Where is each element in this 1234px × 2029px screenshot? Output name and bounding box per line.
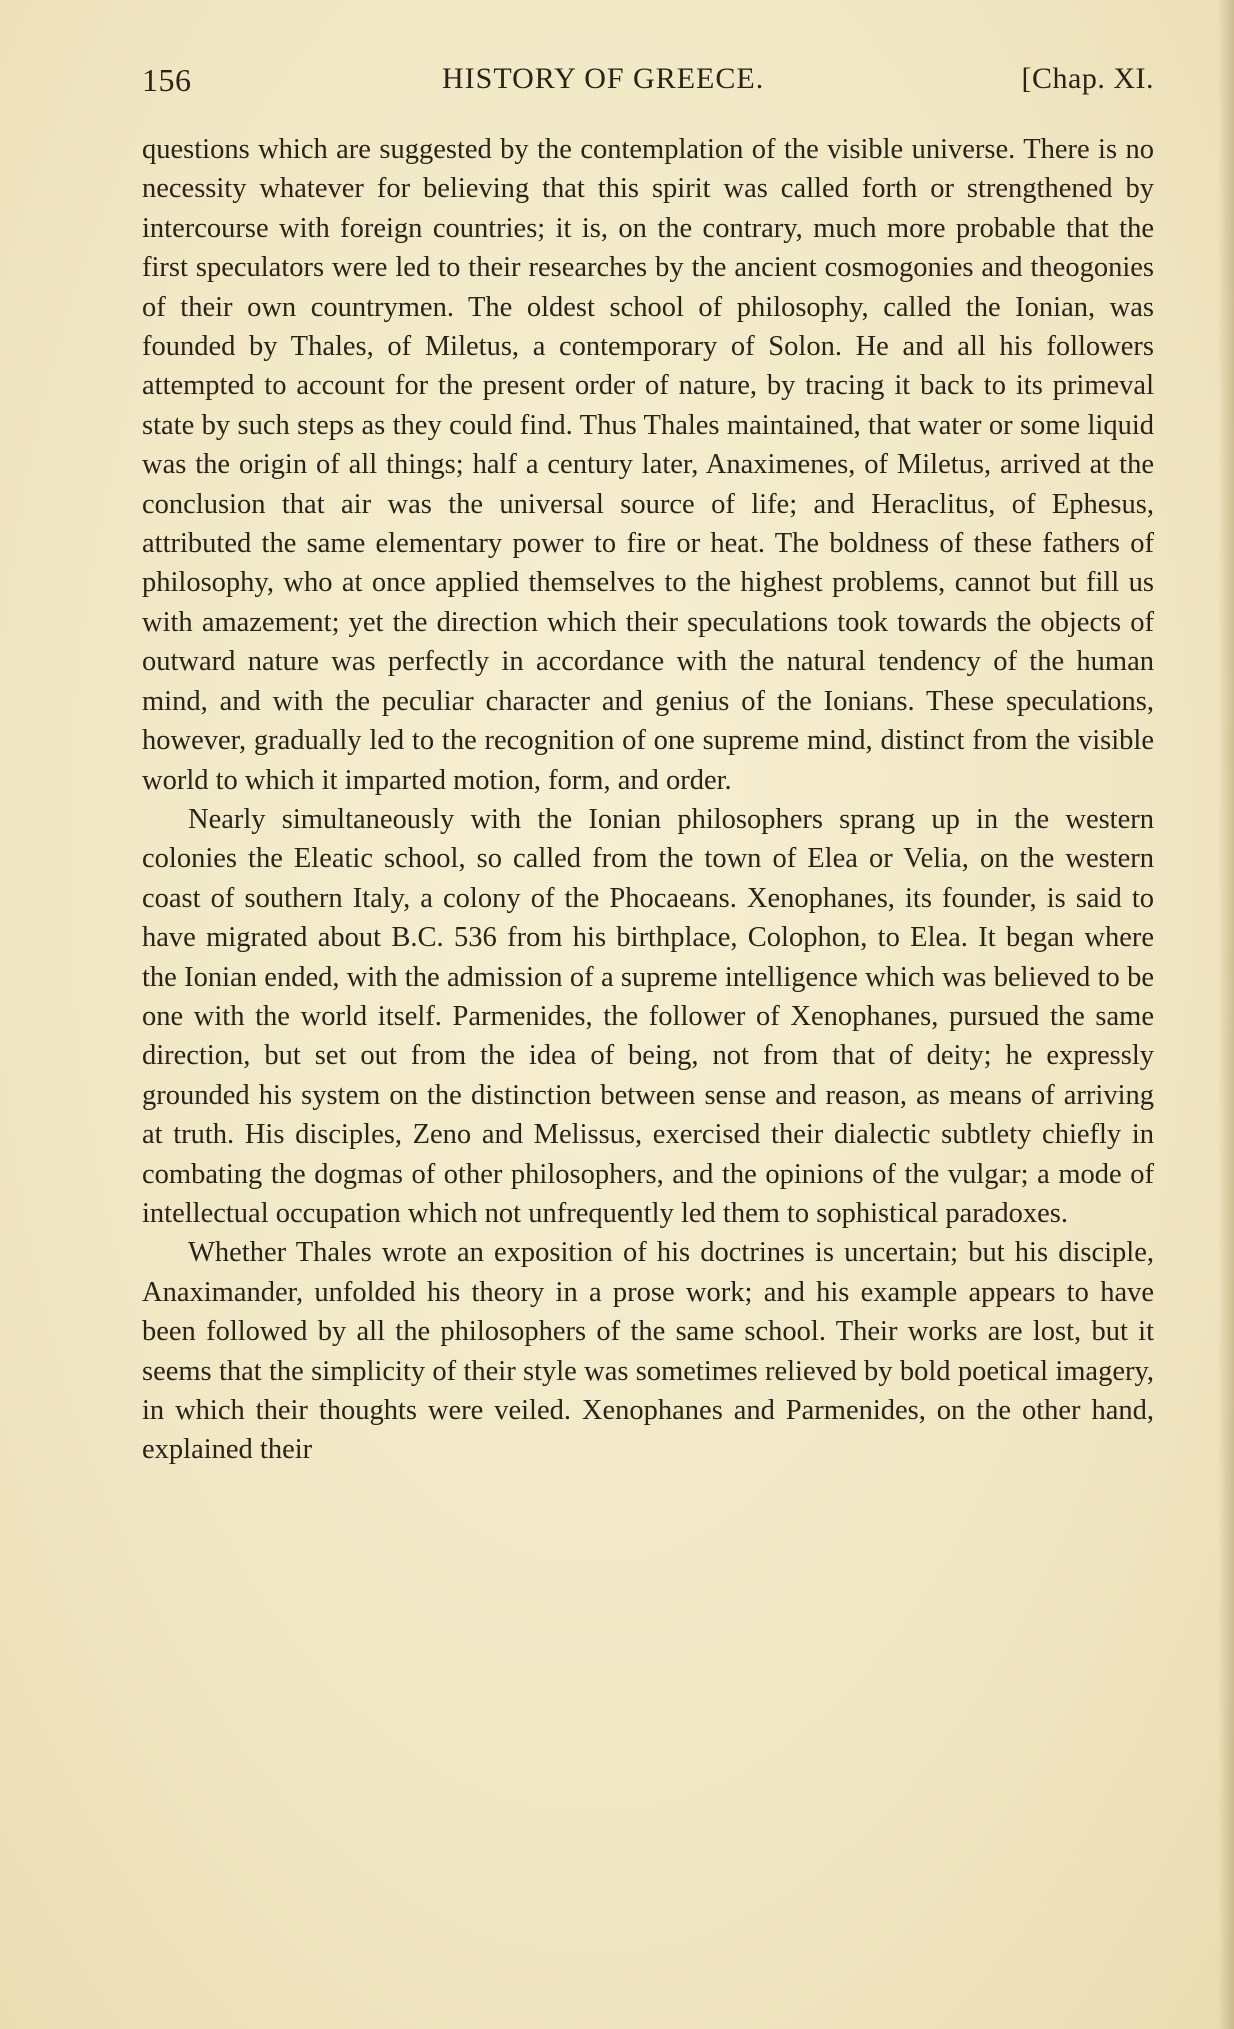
- running-title: HISTORY OF GREECE.: [442, 62, 765, 95]
- page-number: 156: [142, 62, 192, 98]
- paragraph-thales-writings: Whether Thales wrote an exposition of his doctrines is uncertain; but his disciple, Anaximander, unfolded his theory in a prose work; and his example appears to have been followed by all the philosophers of the same school. Their works are lost, but it seems that the simplicity of their style was sometimes relieved by bold poetical imagery, in which their thoughts were veiled. Xenophanes and Parmenides, on the other hand, explained their: [142, 1237, 1154, 1466]
- page-edge-shadow: [1218, 0, 1234, 2029]
- chapter-label: [Chap. XI.: [1021, 62, 1154, 95]
- paragraph-eleatic-school: Nearly simultaneously with the Ionian philosophers sprang up in the western colonies the Eleatic school, so called from the town of Elea or Velia, on the western coast of southern Italy, a colony of the Phocaeans. Xenophanes, its founder, is said to have migrated about B.C. 536 from his birthplace, Colophon, to Elea. It began where the Ionian ended, with the admission of a supreme intelligence which was believed to be one with the world itself. Parmenides, the follower of Xenophanes, pursued the same direction, but set out from the idea of being, not from that of deity; he expressly grounded his system on the distinction between sense and reason, as means of arriving at truth. His disciples, Zeno and Melissus, exercised their dialectic subtlety chiefly in combating the dogmas of other philosophers, and the opinions of the vulgar; a mode of intellectual occupation which not unfrequently led them to sophistical paradoxes.: [142, 803, 1154, 1229]
- page-header: [142, 62, 1154, 108]
- paragraph-continued: questions which are suggested by the contemplation of the visible universe. There is no necessity whatever for believing that this spirit was called forth or strengthened by intercourse with foreign countries; it is, on the contrary, much more probable that the first speculators were led to their researches by the ancient cosmogonies and theogonies of their own countrymen. The oldest school of philosophy, called the Ionian, was founded by Thales, of Miletus, a contemporary of Solon. He and all his followers attempted to account for the present order of nature, by tracing it back to its primeval state by such steps as they could find. Thus Thales maintained, that water or some liquid was the origin of all things; half a century later, Anaximenes, of Miletus, arrived at the conclusion that air was the universal source of life; and Heraclitus, of Ephesus, attributed the same elementary power to fire or heat. The boldness of these fathers of philosophy, who at once applied themselves to the highest problems, cannot but fill us with amazement; yet the direction which their speculations took towards the objects of outward nature was perfectly in accordance with the natural tendency of the human mind, and with the peculiar character and genius of the Ionians. These speculations, however, gradually led to the recognition of one supreme mind, distinct from the visible world to which it imparted motion, form, and order.: [142, 134, 1154, 796]
- body-text: [142, 130, 1154, 1930]
